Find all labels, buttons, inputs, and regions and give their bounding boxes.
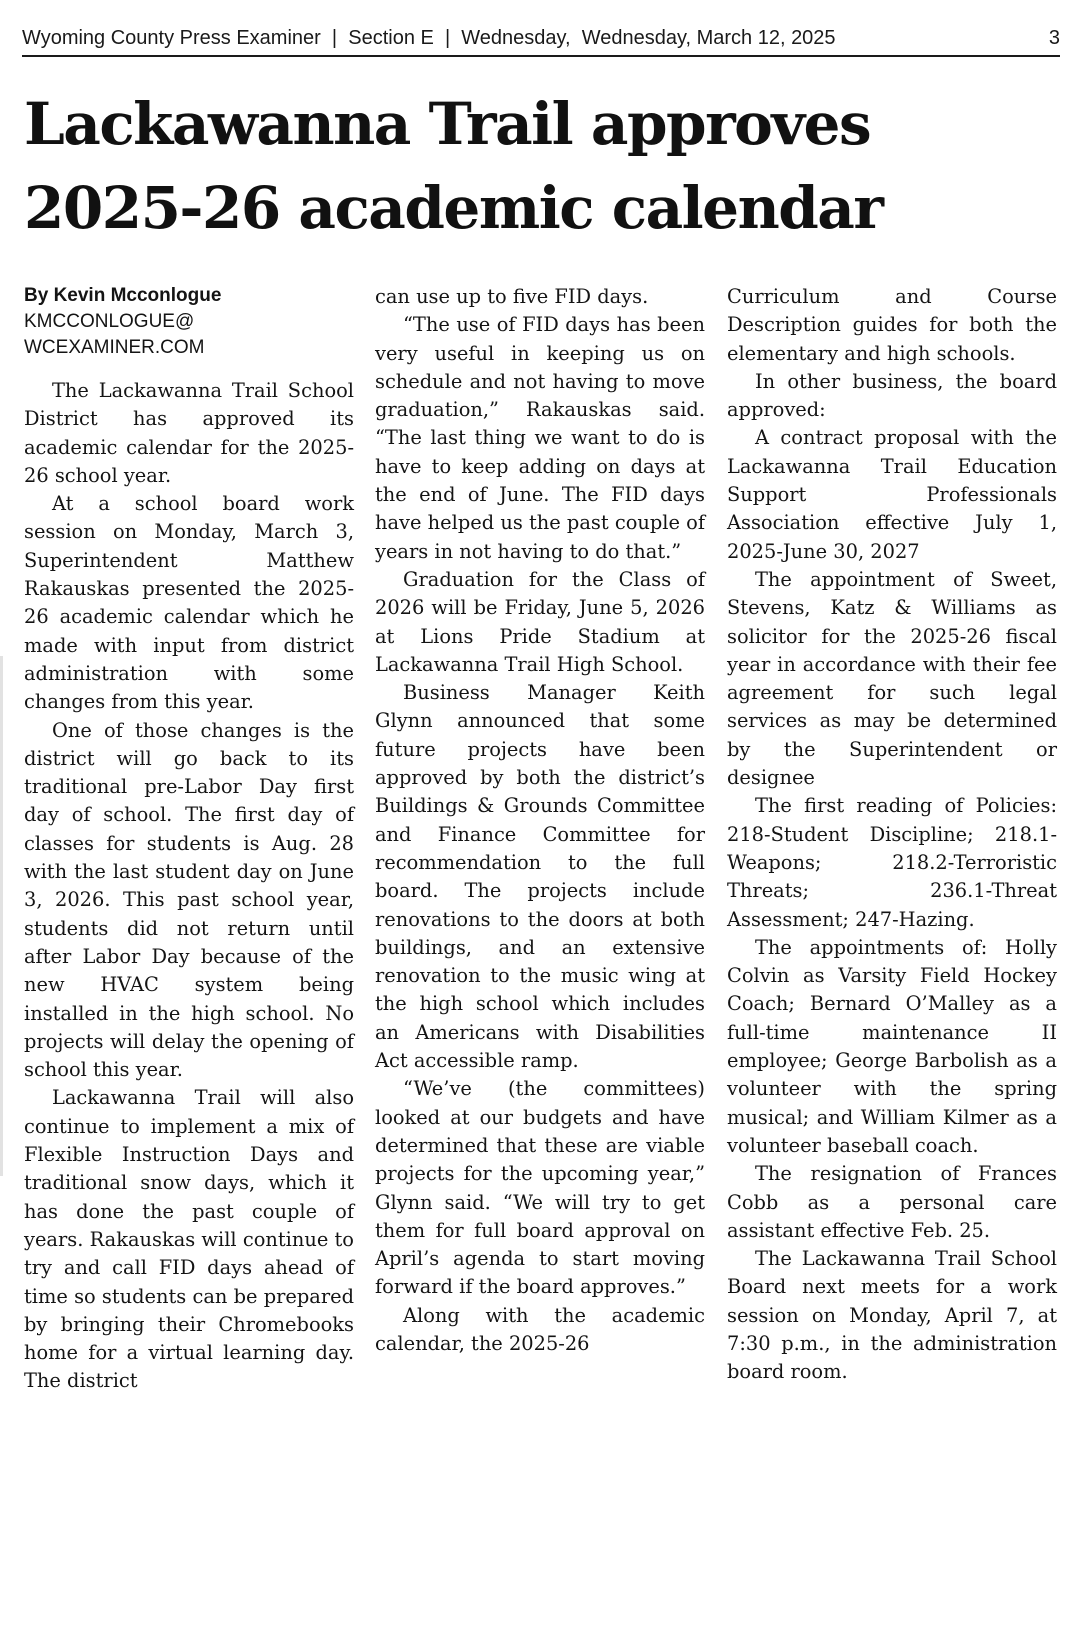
paragraph: “We’ve (the committees) looked at our budgets and have determined that these are viable projects for the upcoming year,” Glynn said. “We will try to get them for full board approval on April’s agenda to start moving forward if the board approves.”: [375, 1077, 705, 1299]
headline-line-1: Lackawanna Trail approves: [24, 90, 871, 158]
page-number: 3: [1048, 27, 1060, 49]
paragraph: Along with the academic calendar, the 2025-26: [375, 1303, 705, 1355]
paragraph: The Lackawanna Trail School Board next meets for a work session on Monday, April 7, at 7:30 p.m., in the administration board room.: [727, 1247, 1057, 1384]
byline-author: By Kevin Mcconlogue: [24, 285, 222, 306]
paragraph: In other business, the board approved:: [727, 369, 1057, 422]
byline-email-line-2: WCEXAMINER.COM: [24, 337, 205, 358]
paragraph: Graduation for the Class of 2026 will be Friday, June 5, 2026 at Lions Pride Stadium at Lackawanna Trail High School.: [375, 567, 705, 676]
paragraph-continued: can use up to five FID days.: [375, 285, 649, 308]
paragraph: The first reading of Policies: 218-Student Discipline; 218.1-Weapons; 218.2-Terroristic Threats; 236.1-Threat Assessment; 247-Hazing.: [727, 794, 1057, 931]
paragraph: “The use of FID days has been very useful in keeping us on schedule and not having to move graduation,” Rakauskas said. “The last thing we want to do is have to keep adding on days at the end of June. The FID days have helped us the past couple of years in not having to do that.”: [375, 313, 705, 563]
folio-line: [22, 26, 1082, 50]
paragraph: The Lackawanna Trail School District has approved its academic calendar for the 2025-26 school year.: [24, 379, 354, 487]
paragraph: Lackawanna Trail will also continue to implement a mix of Flexible Instruction Days and traditional snow days, which it has done the past couple of years. Rakauskas will continue to try and call FID days ahead of time so students can be prepared by bringing their Chromebooks home for a virtual learning day. The district: [24, 1086, 354, 1393]
article-column-1: [24, 283, 354, 1396]
article-column-3: [727, 283, 1057, 1387]
article-column-2: [375, 283, 705, 1358]
headline-line-2: 2025-26 academic calendar: [24, 174, 883, 242]
paragraph: A contract proposal with the Lackawanna Trail Education Support Professionals Association effective July 1, 2025-June 30, 2027: [727, 426, 1057, 563]
paragraph: The resignation of Frances Cobb as a personal care assistant effective Feb. 25.: [727, 1162, 1057, 1242]
paragraph: The appointment of Sweet, Stevens, Katz & Williams as solicitor for the 2025-26 fiscal year in accordance with their fee agreement for such legal services as may be determined by the Superintendent or designee: [727, 567, 1057, 790]
paragraph: The appointments of: Holly Colvin as Varsity Field Hockey Coach; Bernard O’Malley as a full-time maintenance II employee; George Barbolish as a volunteer with the spring musical; and William Kilmer as a volunteer baseball coach.: [727, 935, 1057, 1157]
paragraph: One of those changes is the district will go back to its traditional pre-Labor Day first day of school. The first day of classes for students is Aug. 28 with the last student day on June 3, 2026. This past school year, students did not return until after Labor Day because of the new HVAC system being installed in the high school. No projects will delay the opening of school this year.: [24, 718, 354, 1082]
byline-email: [24, 309, 354, 361]
headline: [24, 82, 1064, 250]
folio-text: Wyoming County Press Examiner | Section E | Wednesday, Wednesday, March 12, 2025: [22, 27, 836, 49]
paragraph: Business Manager Keith Glynn announced that some future projects have been approved by both the district’s Buildings & Grounds Committee and Finance Committee for recommendation to the full board. The projects include renovations to the doors at both buildings, and an extensive renovation to the music wing at the high school which includes an Americans with Disabilities Act accessible ramp.: [375, 681, 705, 1073]
paragraph-continued: Curriculum and Course Description guides for both the elementary and high schools.: [727, 285, 1057, 365]
header-rule: [22, 55, 1060, 57]
byline-email-line-1: KMCCONLOGUE@: [24, 311, 195, 332]
scan-edge-mark: [0, 656, 3, 1176]
paragraph: At a school board work session on Monday, March 3, Superintendent Matthew Rakauskas presented the 2025-26 academic calendar which he made with input from district administration with some changes from this year.: [24, 492, 354, 714]
